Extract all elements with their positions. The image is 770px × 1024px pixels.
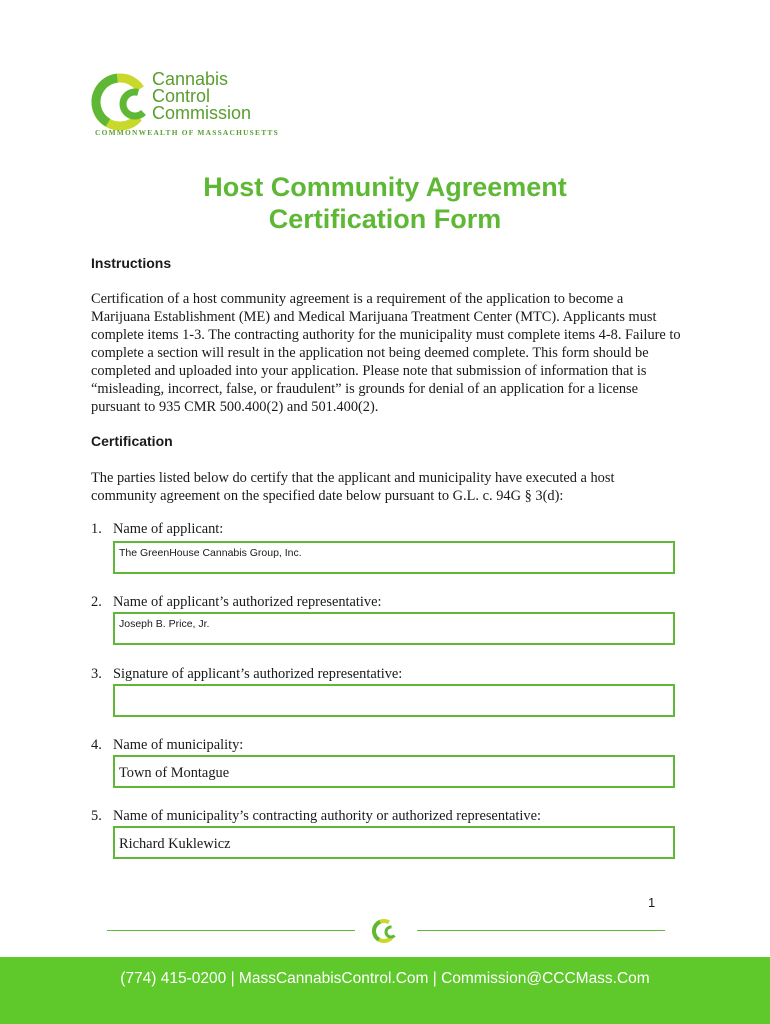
instructions-body: Certification of a host community agreement is a requirement of the application to become a Marijuana Establishment (ME) and Medical Marijuana Treatment Center (MTC). Applicants must complete items 1-3. The contracting authority for the municipality must complete items 4-8. Failure to complete a section will result in the application not being deemed complete. This form should be completed and uploaded into your application. Please note that submission of information that is “misleading, incorrect, false, or fraudulent” is grounds for denial of an application for a license pursuant to 935 CMR 500.400(2) and 501.400(2). bbox=[91, 291, 681, 415]
applicant-name-field[interactable]: The GreenHouse Cannabis Group, Inc. bbox=[113, 541, 675, 574]
item-3-label: 3. Signature of applicant’s authorized representative: bbox=[91, 666, 403, 682]
municipality-name-field[interactable]: Town of Montague bbox=[113, 755, 675, 788]
page-number: 1 bbox=[648, 895, 656, 910]
contracting-authority-field[interactable]: Richard Kuklewicz bbox=[113, 826, 675, 859]
item-4-label: 4. Name of municipality: bbox=[91, 737, 244, 753]
certification-heading: Certification bbox=[91, 433, 173, 449]
footer-rule-left bbox=[107, 930, 355, 931]
item-1-label: 1. Name of applicant: bbox=[91, 521, 224, 537]
footer-contact-text: (774) 415-0200 | MassCannabisControl.Com | Commission@CCCMass.Com bbox=[120, 970, 650, 987]
logo-subtitle: COMMONWEALTH OF MASSACHUSETTS bbox=[95, 128, 279, 137]
instructions-heading: Instructions bbox=[91, 255, 172, 271]
signature-field[interactable] bbox=[113, 684, 675, 717]
authorized-representative-field[interactable]: Joseph B. Price, Jr. bbox=[113, 612, 675, 645]
logo-wordmark: Cannabis Control Commission bbox=[152, 69, 252, 123]
certification-body: The parties listed below do certify that the applicant and municipality have executed a host community agreement on the specified date below pursuant to G.L. c. 94G § 3(d): bbox=[91, 470, 615, 504]
footer-contact-bar bbox=[0, 957, 770, 1024]
item-2-label: 2. Name of applicant’s authorized representative: bbox=[91, 594, 382, 610]
item-5-label: 5. Name of municipality’s contracting authority or authorized representative: bbox=[91, 808, 541, 824]
footer-rule-right bbox=[417, 930, 665, 931]
mini-logo-icon bbox=[371, 917, 401, 945]
page-title-line1: Host Community Agreement bbox=[203, 172, 567, 202]
page-title-line2: Certification Form bbox=[268, 204, 502, 234]
